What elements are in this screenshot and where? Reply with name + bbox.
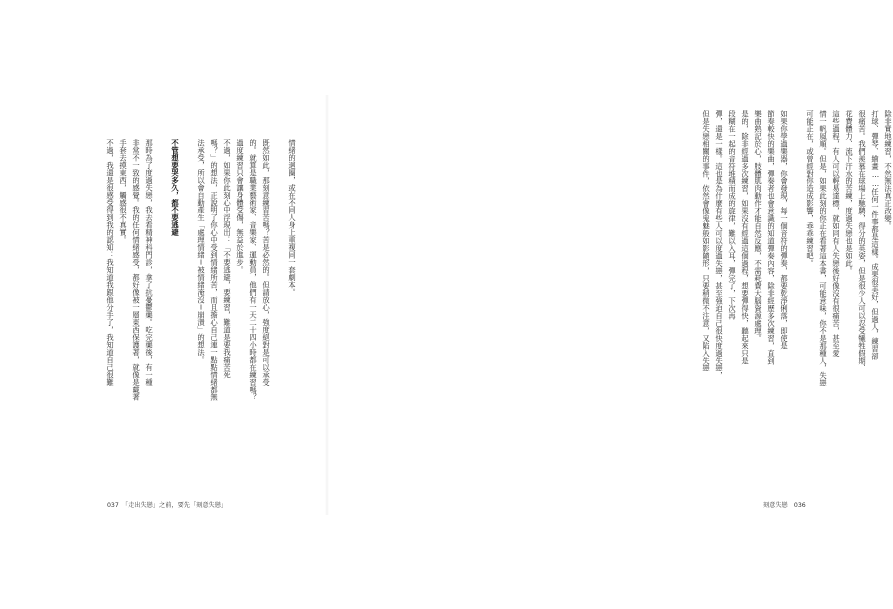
right-page xyxy=(328,0,893,609)
right-page-text-line xyxy=(793,110,802,410)
left-page-text-line: 的。就算是職業藝術家、音樂家、運動員，他們有一天二十四小時都在練習嗎？ xyxy=(249,139,258,401)
right-page-text-line: 段糊在一起的音符堆積而成的旋律，難以入耳，彈完了，下次再 xyxy=(728,110,737,320)
right-page-footer: 刻意失戀 036 xyxy=(763,502,806,509)
left-page-text-line: 不過，如果你此刻心中浮現出：「不要逃避，要練習，難道是要我痛苦死 xyxy=(223,139,232,379)
left-page-text xyxy=(106,139,297,401)
left-page-text-line: 情緒的迴圈，或在不同人身上重複同一套劇本。 xyxy=(288,139,297,297)
right-page-text-line: 如果你學過樂器，你會發現，每一個音符的彈奏，都要乾淨俐落，即使是 xyxy=(780,110,789,350)
left-page-text-line: 嗎？」的想法，正說明了你心中受到情緒所苦，而且擔心自己連一點點情緒都無 xyxy=(210,139,219,401)
right-page-text-line: 情一帆風順。但是，如果此刻的你正在看著這本書，可能意味，你不是那種人，失戀 xyxy=(819,110,828,387)
right-page-text-line: 是的，除非經過多次練習，如果沒有經過這個過程，想要彈得快，聽起來只是 xyxy=(741,110,750,365)
left-page-text-line xyxy=(158,139,167,391)
right-page-text-line: 樂曲熟記於心，肢體肌肉動作才能自然反應，不需耗費大腦資源處理。 xyxy=(754,110,763,342)
left-page-text-line: 非常不一致的感覺。我的任何情緒感受，都好像被一層東西保護著，就像是戴著 xyxy=(132,139,141,401)
left-page-text-line: 不過，我還是很感受得到我的認知：我知道我跟他分手了，我知道自己很難 xyxy=(106,139,115,386)
left-page-text-line: 手套去摸東西，觸感很不真實。 xyxy=(119,139,128,244)
left-page-text-line: 過度練習只會讓身體受傷，無益於進步。 xyxy=(236,139,245,274)
left-page-text-line: 那時為了度過失戀，我去看精神科門診，拿了抗憂鬱藥。吃完藥後，有一種 xyxy=(145,139,154,386)
left-page xyxy=(0,0,327,609)
right-page-text-line: 但是失戀相關的事件，依然會像鬼魅般如影隨形，只要稍微不注意，又陷入失戀 xyxy=(702,110,711,372)
left-page-text-line xyxy=(275,139,284,391)
right-page-text-line: 花費體力、流下汗水的苦練，度過失戀也是如此。 xyxy=(845,110,854,275)
right-page-text-line: 很痛苦。我們羨慕在球場上馳騁，得分的英姿，但是很少人可以忍受犧牲假期、 xyxy=(858,110,867,372)
left-page-text-line xyxy=(184,139,193,391)
right-page-text-line: 這些過程，有人可以輕易達標，就如同有人失戀後好像沒有很痛苦，甚至愛 xyxy=(832,110,841,357)
right-page-text-line: 可能正在，或曾經對你造成影響，乖乖練習吧。 xyxy=(806,110,815,268)
left-page-section-heading: 不管想要哭多久，都不要逃避 xyxy=(171,139,180,237)
right-page-text-line: 彈，還是一樣。這也是為什麼有些人可以度過失戀，甚至強迫自己很快度過失戀， xyxy=(715,110,724,380)
right-page-text-line: 節奏較快的樂曲，彈奏者也會意識的知道彈奏內容，除非經歷多次練習，直到 xyxy=(767,110,776,365)
right-page-text-line: 打球、彈琴、繪畫……任何一件事都是這樣。成果很美好，但過人，練習卻 xyxy=(871,110,880,361)
left-page-footer: 037 「走出失戀」之前，要先「刻意失戀」 xyxy=(107,502,228,509)
right-page-text-line: 除非實地練習，不然無法真正改變。 xyxy=(884,110,893,230)
left-page-text-line: 既然如此，那刻意練習苦嗎？苦是必然的。但請放心，強度絕對是可以承受 xyxy=(262,139,271,386)
left-page-text-line: 法承受，所以會自動產生「處理情緒＝被情緒淹沒＝崩潰」的想法。 xyxy=(197,139,206,364)
right-page-text xyxy=(702,110,893,410)
